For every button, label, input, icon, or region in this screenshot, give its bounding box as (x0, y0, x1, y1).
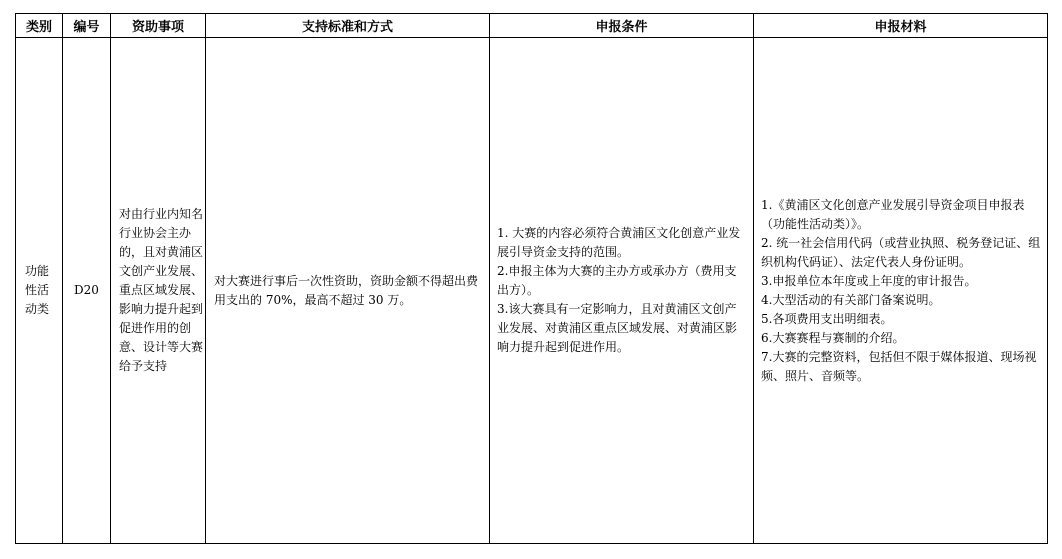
material-item: 7.大赛的完整资料，包括但不限于媒体报道、现场视频、照片、音频等。 (761, 349, 1037, 383)
material-item: 3.申报单位本年度或上年度的审计报告。 (761, 273, 977, 288)
material-item: 2. 统一社会信用代码（或营业执照、税务登记证、组织机构代码证）、法定代表人身份证明。 (761, 235, 1041, 269)
standard-cell (206, 38, 490, 544)
standard-text: 对大赛进行事后一次性资助，资助金额不得超出费用支出的 70%，最高不超过 30 万。 (214, 273, 479, 307)
table-row (16, 38, 1048, 544)
condition-item: 2.申报主体为大赛的主办方或承办方（费用支出方）。 (497, 264, 737, 297)
header-number: 编号 (63, 14, 111, 38)
header-conditions: 申报条件 (490, 14, 754, 38)
header-item: 资助事项 (111, 14, 206, 38)
header-standard: 支持标准和方式 (206, 14, 490, 38)
funding-table (15, 13, 1048, 544)
condition-item: 3.该大赛具有一定影响力，且对黄浦区文创产业发展、对黄浦区重点区域发展、对黄浦区影响力提升起到促进作用。 (497, 302, 738, 354)
conditions-list (497, 224, 747, 357)
category-text: 功能性活动类 (25, 264, 50, 316)
materials-list (761, 196, 1041, 386)
material-item: 6.大赛赛程与赛制的介绍。 (761, 330, 905, 345)
item-text: 对由行业内知名行业协会主办的，且对黄浦区文创产业发展、重点区域发展、影响力提升起到促进作用的创意、设计等大赛给予支持 (119, 207, 204, 373)
conditions-cell (490, 38, 754, 544)
condition-item: 1. 大赛的内容必须符合黄浦区文化创意产业发展引导资金支持的范围。 (497, 226, 741, 259)
category-cell (16, 38, 63, 544)
material-item: 1.《黄浦区文化创意产业发展引导资金项目申报表（功能性活动类）》。 (761, 197, 1025, 231)
material-item: 5.各项费用支出明细表。 (761, 311, 893, 326)
header-row (16, 14, 1048, 38)
number-cell: D20 (63, 38, 111, 544)
header-category: 类别 (16, 14, 63, 38)
item-cell (111, 38, 206, 544)
header-materials: 申报材料 (754, 14, 1048, 38)
materials-cell (754, 38, 1048, 544)
material-item: 4.大型活动的有关部门备案说明。 (761, 292, 941, 307)
